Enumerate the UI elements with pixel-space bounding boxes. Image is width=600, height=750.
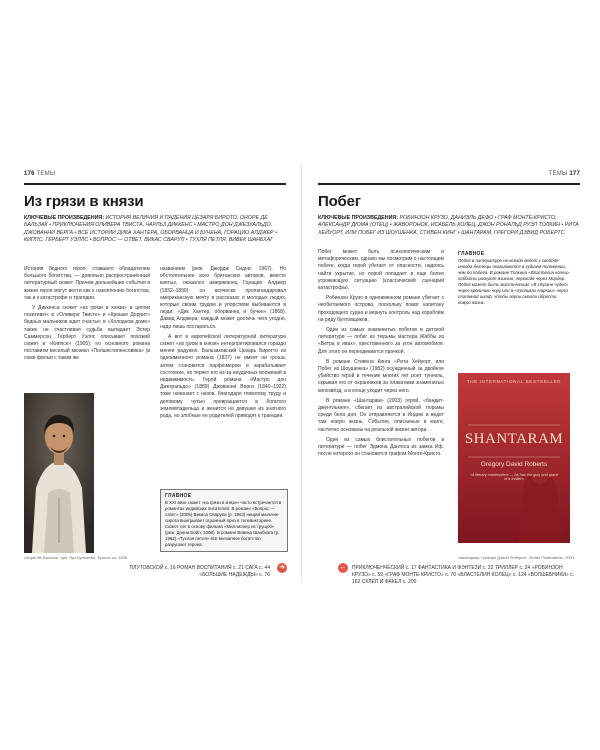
right-column-1	[318, 249, 444, 461]
cross-ref[interactable]: САГА с. 44	[245, 565, 270, 571]
left-running-head	[24, 171, 55, 177]
left-sidebar-heading: ГЛАВНОЕ	[165, 493, 192, 499]
right-title-rule	[318, 183, 580, 185]
cross-ref[interactable]: РОМАН ВОСПИТАНИЯ с. 21	[177, 565, 244, 571]
arrow-right-icon[interactable]: ➔	[277, 563, 287, 573]
right-page-title: Побег	[318, 193, 361, 210]
left-cross-references	[120, 565, 270, 579]
gutter	[301, 163, 302, 583]
paragraph: Побег может быть психологическим и метафорическим, однако мы посмотрим о настоящем побеге, когда герой убегает от опасности, надеясь найти укрытие, но порой попадает в еще более угрожающую ситуацию (классический сценарий катастрофы).	[318, 249, 444, 292]
left-title-rule	[24, 183, 286, 185]
cross-ref[interactable]: ФАНТАСТИКА И ФЭНТЕЗИ с. 22	[417, 565, 494, 571]
right-sidebar-text: Побег в литературе не всегда ведет к свободе: иногда беглецы оказываются в худшем положении, чем до побега. В романе Толкина «Властелин колец» хоббиты рискуют жизнью, переходя через Мордор. Побег может быть мистическим: «В стране чудес» через кроличью нору или в «Хрониках Нарнии» через платяной шкаф, чтобы герои смогли обрести новую жизнь.	[458, 258, 570, 305]
left-sidebar-box	[160, 489, 288, 552]
right-section-label: ТЕМЫ	[548, 171, 568, 177]
right-key-works-label: КЛЮЧЕВЫЕ ПРОИЗВЕДЕНИЯ:	[318, 215, 398, 221]
balzac-portrait	[24, 393, 94, 553]
cross-ref[interactable]: «РОБИНЗОН КРУЗО» с. 59	[352, 565, 563, 578]
book-title: SHANTARAM	[464, 431, 564, 447]
cross-ref[interactable]: «ВЛАСТЕЛИН КОЛЕЦ» с. 124	[457, 572, 527, 578]
left-column-1	[24, 266, 150, 366]
paragraph: Один из самых блистательных побегов в литературе — побег Эдмона Дантеса из замка Иф, после которого он становится графом Монте-Кристо.	[318, 436, 444, 458]
right-cross-references	[352, 565, 580, 586]
left-sidebar-text: В XXI веке сюжет «из грязи в князи» часто встречается в романтах индийских писателей. В романе «Вопрос — ответ» (2005) Викаса Сварупа (р. 1963) нищий мальчик-сирота выигрывает огромный приз в телевикторине. Сюжет лег в основу фильма «Миллионер из трущоб» (реж. Дэнни Бойл; 2008). В романе Вивека Шанбхага (р. 1962) «Тухлая петля» всё внезапное богатство разрушает героев.	[165, 500, 282, 547]
cross-ref[interactable]: «ВОЛШЕБНИКИ» с. 162	[352, 572, 574, 585]
paragraph: Робинзон Крузо в одноименном романе убегает с необитаемого острова, поскольку помог капитану проходящего судна и вернуть контроль над кораблём на ряду бунтовщиков.	[318, 295, 444, 323]
portrait-illustration	[24, 393, 94, 553]
book-author: Gregory David Roberts	[480, 461, 548, 468]
arrow-left-icon[interactable]: ←	[339, 564, 347, 571]
book-spread	[24, 163, 580, 583]
paragraph: названием (реж. Джордж Сидни; 1967). Но обстоятельнее всех британских авторов, вместе взятых, оказался американец Горацио Алджер (1832–1899): он всячески пропагандировал американскую мечту в рассказах о молодых людях, которые своим трудом и упорством выбиваются в люди: «Дик Хантер, оборванец и бучен» (1868). Давид Алджера: каждый может достичь чего угодно, надо лишь постараться.	[160, 266, 286, 330]
left-page-title: Из грязи в князи	[24, 193, 144, 210]
right-page	[314, 163, 580, 583]
book-banner: THE INTERNATIONAL BESTSELLER	[466, 379, 562, 384]
left-key-works	[24, 215, 286, 245]
paragraph: Один из самых знаменитых побегов в детской литературе — побег из тюрьмы мастера Жаббы из «Ветра в ивах», крестовенного за угон автомобиля. Для этого он переодевается прачкой.	[318, 327, 444, 355]
paragraph: А вот в европейской литературной литературе сюжет «из грязи в князи» интерпретировался гораздо менее радужно. Бальзаковский Цезарь Биротто из одноименного романа (1837) не имеет ни гроша, затем становится парфюмером и зарабатывает состояние, но теряет его из-за неудачных вложений в недвижимость. Герой романа «Мастро дон Джезуальдо» (1889) Джованни Верги (1840–1922) тоже начинает с низов, благодаря тяжелому труду и деловому чутью превращается в богатого землевладельца и женится на девушке из знатного рода, но злобные ее родителей приводят к трагедии.	[160, 333, 286, 420]
right-page-number: 177	[569, 171, 580, 177]
cross-ref[interactable]: ПРИКЛЮЧЕНЧЕСКИЙ с. 17	[352, 565, 417, 571]
left-page	[24, 163, 290, 583]
cross-ref[interactable]: СКЛЕП И ФАКЕЛ с. 200	[361, 579, 417, 585]
shantaram-book-cover	[458, 373, 570, 543]
portrait-caption: Оноре де Бальзак. Худ. Луи Бульанже, Бульон ок. 1836	[24, 555, 128, 560]
left-key-works-label: КЛЮЧЕВЫЕ ПРОИЗВЕДЕНИЯ:	[24, 215, 104, 221]
left-column-2	[160, 266, 286, 423]
cross-ref[interactable]: ТРИЛЛЕР с. 24	[494, 565, 531, 571]
right-key-works	[318, 215, 580, 237]
left-section-label: ТЕМЫ	[36, 171, 56, 177]
right-sidebar	[458, 251, 570, 306]
cross-ref[interactable]: ПЛУТОВСКОЙ с. 16	[129, 565, 176, 571]
right-sidebar-heading: ГЛАВНОЕ	[458, 251, 485, 257]
paragraph: В романе «Шантарам» (2003) герой, «бандит-джентльмен», сбегает из австралийской тюрьмы среди бела дня. Он отправляется в Индию и ведет там новую жизнь. События, описанные в книге, частично основаны на реальной жизни автора.	[318, 397, 444, 433]
right-running-head	[549, 171, 580, 177]
book-quote: «A literary masterpiece — he has the guts and grace of a thriller»	[469, 473, 559, 481]
cross-ref[interactable]: «ГРАФ МОНТЕ-КРИСТО» с. 70	[384, 572, 457, 578]
cross-ref[interactable]: «БОЛЬШИЕ НАДЕЖДЫ» с. 76	[199, 572, 270, 578]
left-page-number: 176	[24, 171, 35, 177]
book-caption: Шантарам. Грегори Дэвид Робертс. Scribe Publications, 2003	[458, 555, 574, 560]
book-cover-art	[458, 373, 570, 543]
paragraph: История бедного героя, ставшего обладателем большого богатства, — довольно распространённый литературный сюжет. Причем дальнейшие события в жизни героя могут вести как к накоплению богатства, так и к катастрофе и трагедии.	[24, 266, 150, 301]
left-key-works-list: ИСТОРИЯ ВЕЛИЧИЯ И ПАДЕНИЯ ЦЕЗАРЯ БИРОТО, ОНОРЕ ДЕ БАЛЬЗАК • ПРИКЛЮЧЕНИЯ ОЛИВЕРА ТВИСТА, ЧАРЛЬЗ ДИККЕНС • МАСТРО ДОН ДЖЕЗУАЛЬДО, ДЖОВАННИ ВЕРГА • ВСЕ ИСТОРИИ ДИКА ХАНТЕРА, ОБОРВАНЦА И БУЧЕНА, ГОРАЦИО АЛДЖЕР • КИППС, ГЕРБЕРТ УЭЛЛС • ВОПРОС — ОТВЕТ, ВИКАС СВАРУП • ТУХЛЯ ПЕТЛЯ, ВИВЕК ШАНБХАГ	[24, 215, 277, 244]
right-key-works-list: РОБИНЗОН КРУЗО, ДАНИЭЛЬ ДЕФО • ГРАФ МОНТЕ-КРИСТО, АЛЕКСАНДР ДЮМА (ОТЕЦ) • ЖАВОРОНОК, ИСАБЕЛЬ КОЛЕЦ, ДЖОН РОНАЛЬД РУЭЛ ТОЛКИН • РИТА ХЕЙУОРТ, ИЛИ ПОБЕГ ИЗ ШОУШЕНКА, СТИВЕН КИНГ • ШАНТАРАМ, ГРЕГОРИ ДЭВИД РОБЕРТС	[318, 215, 579, 236]
paragraph: У Диккенса сюжет «из грязи в князи» в целом позитивен: в «Оливере Твисте» и «Крошке Доррит» бедных мальчиков ждет счастье; в «Холодном доме» также не счастливая судьба выпадает Эстер Саммерсон. Герберт Уэллс описывает похожий сюжет в «Киппсе» (1905); но основного романа поставили веселый мюзикл «Полшестипенсовика» (в семи фильм с таким же	[24, 305, 150, 362]
paragraph: В романе Стивена Кинга «Рита Хейуорт, или Побег из Шоушенка» (1982) осужденный за двойное убийство герой в течение многих лет роет туннель, скрывая его от охранников за плакатами знаменитых кинозвёзд, а в конце уходит через него.	[318, 358, 444, 394]
